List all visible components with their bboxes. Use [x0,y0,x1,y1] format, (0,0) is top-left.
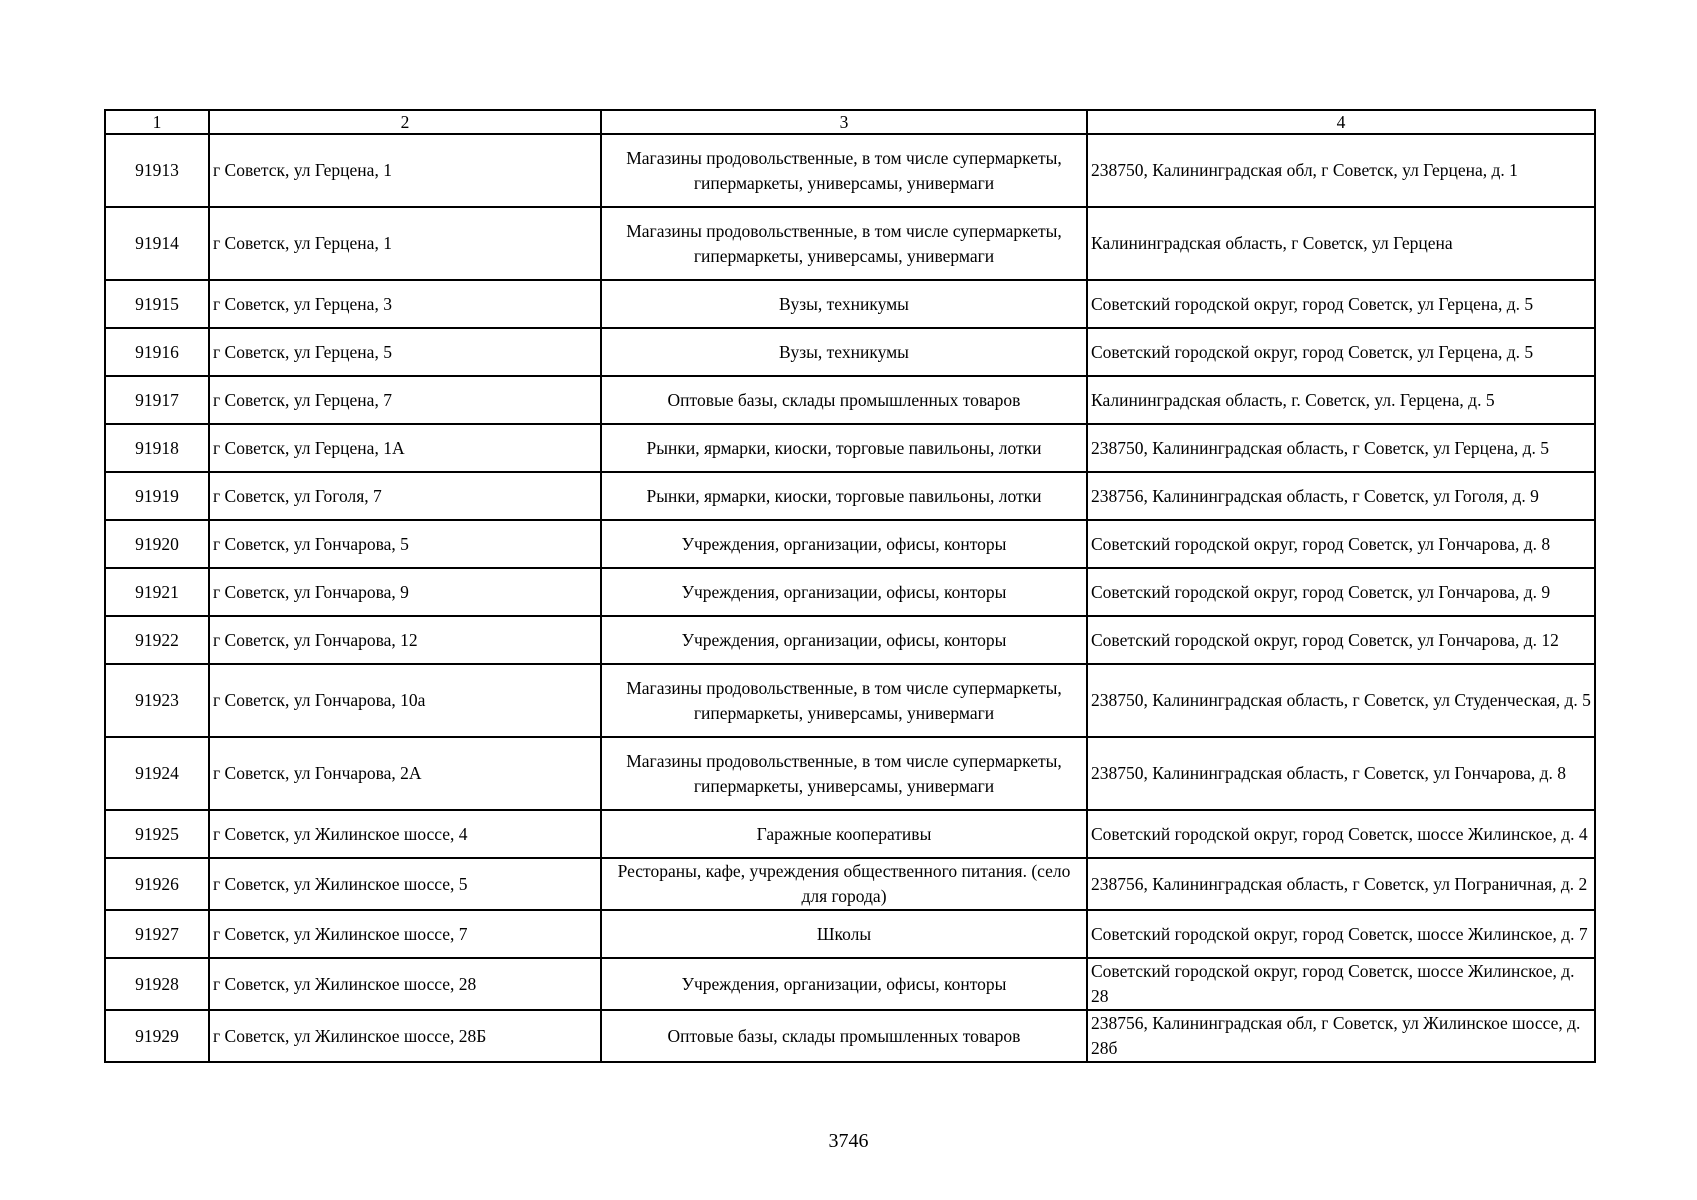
row-location: Советский городской округ, город Советск, шоссе Жилинское, д. 28 [1087,958,1595,1010]
data-table [104,109,1596,1063]
row-id: 91929 [105,1010,209,1062]
row-address: г Советск, ул Гончарова, 10а [209,664,601,737]
table-row [105,207,1595,280]
row-location: Советский городской округ, город Советск, ул Герцена, д. 5 [1087,328,1595,376]
row-address: г Советск, ул Гончарова, 2А [209,737,601,810]
row-address: г Советск, ул Гоголя, 7 [209,472,601,520]
table-row [105,810,1595,858]
row-address: г Советск, ул Жилинское шоссе, 7 [209,910,601,958]
row-address: г Советск, ул Гончарова, 9 [209,568,601,616]
row-id: 91921 [105,568,209,616]
column-header-1: 1 [105,110,209,134]
row-id: 91925 [105,810,209,858]
row-address: г Советск, ул Герцена, 3 [209,280,601,328]
row-id: 91915 [105,280,209,328]
row-address: г Советск, ул Жилинское шоссе, 28Б [209,1010,601,1062]
row-id: 91923 [105,664,209,737]
table-row [105,520,1595,568]
table-row [105,424,1595,472]
row-address: г Советск, ул Герцена, 1 [209,207,601,280]
row-category: Гаражные кооперативы [601,810,1087,858]
column-header-4: 4 [1087,110,1595,134]
column-header-2: 2 [209,110,601,134]
table-row [105,616,1595,664]
row-category: Вузы, техникумы [601,280,1087,328]
row-category: Рынки, ярмарки, киоски, торговые павильоны, лотки [601,472,1087,520]
table-row [105,910,1595,958]
row-id: 91922 [105,616,209,664]
column-header-3: 3 [601,110,1087,134]
row-id: 91927 [105,910,209,958]
table-row [105,858,1595,910]
row-id: 91917 [105,376,209,424]
row-location: Калининградская область, г. Советск, ул. Герцена, д. 5 [1087,376,1595,424]
table-row [105,568,1595,616]
table-row [105,280,1595,328]
row-address: г Советск, ул Герцена, 1А [209,424,601,472]
row-category: Магазины продовольственные, в том числе супермаркеты, гипермаркеты, универсамы, универмаги [601,664,1087,737]
row-category: Учреждения, организации, офисы, конторы [601,616,1087,664]
row-location: 238750, Калининградская область, г Советск, ул Гончарова, д. 8 [1087,737,1595,810]
row-location: 238756, Калининградская обл, г Советск, ул Жилинское шоссе, д. 28б [1087,1010,1595,1062]
row-category: Магазины продовольственные, в том числе супермаркеты, гипермаркеты, универсамы, универмаги [601,207,1087,280]
table-row [105,134,1595,207]
table-row [105,1010,1595,1062]
row-id: 91926 [105,858,209,910]
row-location: Советский городской округ, город Советск, шоссе Жилинское, д. 7 [1087,910,1595,958]
row-id: 91924 [105,737,209,810]
row-category: Рестораны, кафе, учреждения общественного питания. (село для города) [601,858,1087,910]
row-category: Школы [601,910,1087,958]
row-location: 238750, Калининградская область, г Советск, ул Студенческая, д. 5 [1087,664,1595,737]
row-id: 91920 [105,520,209,568]
row-category: Оптовые базы, склады промышленных товаров [601,376,1087,424]
row-id: 91928 [105,958,209,1010]
row-location: Калининградская область, г Советск, ул Герцена [1087,207,1595,280]
row-id: 91918 [105,424,209,472]
row-id: 91919 [105,472,209,520]
row-location: 238756, Калининградская область, г Советск, ул Пограничная, д. 2 [1087,858,1595,910]
row-location: Советский городской округ, город Советск, ул Гончарова, д. 12 [1087,616,1595,664]
row-id: 91913 [105,134,209,207]
row-address: г Советск, ул Гончарова, 5 [209,520,601,568]
table-body [105,110,1595,1062]
table-header-row [105,110,1595,134]
row-category: Учреждения, организации, офисы, конторы [601,568,1087,616]
row-category: Вузы, техникумы [601,328,1087,376]
row-location: Советский городской округ, город Советск, ул Герцена, д. 5 [1087,280,1595,328]
row-category: Учреждения, организации, офисы, конторы [601,958,1087,1010]
row-location: 238756, Калининградская область, г Советск, ул Гоголя, д. 9 [1087,472,1595,520]
row-category: Оптовые базы, склады промышленных товаров [601,1010,1087,1062]
row-category: Магазины продовольственные, в том числе супермаркеты, гипермаркеты, универсамы, универмаги [601,134,1087,207]
row-address: г Советск, ул Жилинское шоссе, 4 [209,810,601,858]
row-address: г Советск, ул Герцена, 1 [209,134,601,207]
table-row [105,472,1595,520]
table-row [105,328,1595,376]
row-id: 91916 [105,328,209,376]
row-category: Рынки, ярмарки, киоски, торговые павильоны, лотки [601,424,1087,472]
row-address: г Советск, ул Герцена, 5 [209,328,601,376]
row-location: Советский городской округ, город Советск, ул Гончарова, д. 8 [1087,520,1595,568]
row-location: 238750, Калининградская область, г Советск, ул Герцена, д. 5 [1087,424,1595,472]
row-id: 91914 [105,207,209,280]
table-row [105,737,1595,810]
row-location: Советский городской округ, город Советск, ул Гончарова, д. 9 [1087,568,1595,616]
row-address: г Советск, ул Жилинское шоссе, 28 [209,958,601,1010]
table-row [105,376,1595,424]
row-location: Советский городской округ, город Советск, шоссе Жилинское, д. 4 [1087,810,1595,858]
row-address: г Советск, ул Герцена, 7 [209,376,601,424]
row-address: г Советск, ул Жилинское шоссе, 5 [209,858,601,910]
row-location: 238750, Калининградская обл, г Советск, ул Герцена, д. 1 [1087,134,1595,207]
row-address: г Советск, ул Гончарова, 12 [209,616,601,664]
page-number: 3746 [828,1130,869,1152]
row-category: Магазины продовольственные, в том числе супермаркеты, гипермаркеты, универсамы, универмаги [601,737,1087,810]
table-row [105,958,1595,1010]
table-row [105,664,1595,737]
row-category: Учреждения, организации, офисы, конторы [601,520,1087,568]
